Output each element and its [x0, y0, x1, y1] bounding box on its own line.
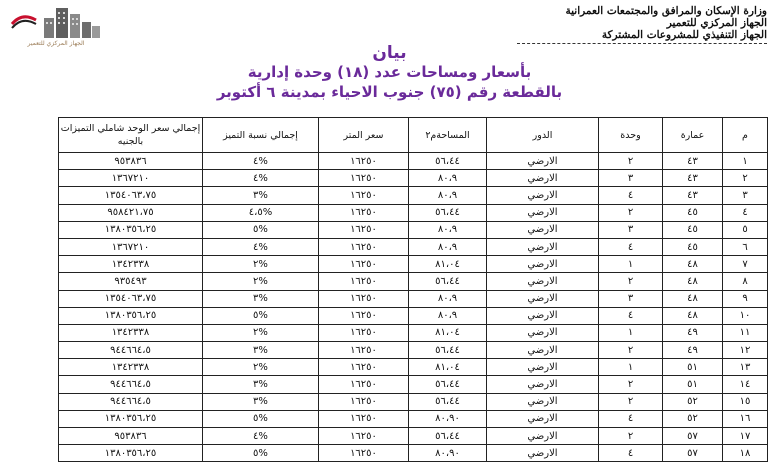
table-row	[59, 273, 768, 290]
table-row	[59, 256, 768, 273]
cell-col-premium-pct: %٣	[203, 187, 319, 204]
cell-col-unit: ٢	[599, 204, 663, 221]
cell-col-meter-price: ١٦٢٥٠	[319, 342, 409, 359]
table-row	[59, 187, 768, 204]
cell-col-building: ٤٣	[663, 170, 723, 187]
table-row	[59, 410, 768, 427]
cell-col-serial: ٤	[723, 204, 768, 221]
cell-col-floor: الارضي	[487, 359, 599, 376]
cell-col-total-price: ٩٤٤٦٦٤،٥	[59, 342, 203, 359]
table-row	[59, 290, 768, 307]
cell-col-premium-pct: %٤	[203, 238, 319, 255]
cell-col-unit: ١	[599, 324, 663, 341]
cell-col-unit: ٣	[599, 170, 663, 187]
cell-col-building: ٥٢	[663, 410, 723, 427]
cell-col-serial: ١٥	[723, 393, 768, 410]
cell-col-floor: الارضي	[487, 238, 599, 255]
cell-col-serial: ١٨	[723, 445, 768, 462]
cell-col-unit: ٣	[599, 290, 663, 307]
table-header-row	[59, 118, 768, 153]
cell-col-serial: ١٢	[723, 342, 768, 359]
cell-col-unit: ٢	[599, 393, 663, 410]
cell-col-serial: ١١	[723, 324, 768, 341]
cell-col-area: ٥٦،٤٤	[409, 393, 487, 410]
cell-col-premium-pct: %٣	[203, 342, 319, 359]
cell-col-total-price: ٩٣٥٤٩٣	[59, 273, 203, 290]
cell-col-meter-price: ١٦٢٥٠	[319, 324, 409, 341]
cell-col-area: ٥٦،٤٤	[409, 428, 487, 445]
cell-col-serial: ٥	[723, 221, 768, 238]
cell-col-premium-pct: %٣	[203, 393, 319, 410]
cell-col-meter-price: ١٦٢٥٠	[319, 238, 409, 255]
cell-col-building: ٤٣	[663, 153, 723, 170]
cell-col-area: ٥٦،٤٤	[409, 153, 487, 170]
cell-col-area: ٥٦،٤٤	[409, 204, 487, 221]
cell-col-floor: الارضي	[487, 376, 599, 393]
table-row	[59, 238, 768, 255]
cell-col-area: ٨٠،٩٠	[409, 445, 487, 462]
cell-col-premium-pct: %٤	[203, 153, 319, 170]
cell-col-total-price: ١٣٥٤٠٦٣،٧٥	[59, 290, 203, 307]
cell-col-floor: الارضي	[487, 324, 599, 341]
cell-col-area: ٨٠،٩٠	[409, 410, 487, 427]
units-price-table	[58, 117, 768, 462]
cell-col-building: ٤٨	[663, 256, 723, 273]
cell-col-serial: ١٠	[723, 307, 768, 324]
cell-col-building: ٤٣	[663, 187, 723, 204]
cell-col-unit: ٢	[599, 153, 663, 170]
cell-col-total-price: ١٣٤٢٣٣٨	[59, 256, 203, 273]
table-row	[59, 221, 768, 238]
cell-col-premium-pct: %٣	[203, 376, 319, 393]
cell-col-building: ٤٨	[663, 307, 723, 324]
cell-col-unit: ٢	[599, 342, 663, 359]
cell-col-floor: الارضي	[487, 153, 599, 170]
cell-col-floor: الارضي	[487, 445, 599, 462]
cell-col-building: ٤٩	[663, 342, 723, 359]
cell-col-serial: ١٤	[723, 376, 768, 393]
cell-col-premium-pct: %٣	[203, 290, 319, 307]
cell-col-serial: ١٦	[723, 410, 768, 427]
cell-col-meter-price: ١٦٢٥٠	[319, 204, 409, 221]
cell-col-building: ٤٨	[663, 290, 723, 307]
cell-col-unit: ٣	[599, 221, 663, 238]
table-row	[59, 393, 768, 410]
header-col-floor: الدور	[487, 118, 599, 153]
table-row	[59, 153, 768, 170]
cell-col-unit: ١	[599, 359, 663, 376]
cell-col-unit: ٤	[599, 307, 663, 324]
header-col-area: المساحةم٢	[409, 118, 487, 153]
cell-col-unit: ٤	[599, 445, 663, 462]
cell-col-floor: الارضي	[487, 307, 599, 324]
cell-col-building: ٤٥	[663, 221, 723, 238]
cell-col-area: ٨٠،٩	[409, 187, 487, 204]
cell-col-premium-pct: %٥	[203, 307, 319, 324]
cell-col-building: ٥٧	[663, 445, 723, 462]
cell-col-building: ٥١	[663, 359, 723, 376]
cell-col-meter-price: ١٦٢٥٠	[319, 393, 409, 410]
cell-col-serial: ٩	[723, 290, 768, 307]
cell-col-floor: الارضي	[487, 290, 599, 307]
title-line-1: بيان	[372, 43, 407, 63]
cell-col-floor: الارضي	[487, 187, 599, 204]
cell-col-unit: ٢	[599, 376, 663, 393]
cell-col-building: ٥٧	[663, 428, 723, 445]
cell-col-premium-pct: %٢	[203, 359, 319, 376]
header-col-serial: م	[723, 118, 768, 153]
cell-col-total-price: ٩٤٤٦٦٤،٥	[59, 376, 203, 393]
cell-col-unit: ١	[599, 256, 663, 273]
cell-col-floor: الارضي	[487, 221, 599, 238]
cell-col-meter-price: ١٦٢٥٠	[319, 170, 409, 187]
cell-col-premium-pct: %٢	[203, 324, 319, 341]
cell-col-premium-pct: %٤	[203, 428, 319, 445]
cell-col-area: ٥٦،٤٤	[409, 376, 487, 393]
cell-col-meter-price: ١٦٢٥٠	[319, 359, 409, 376]
title-line-3: بالقطعة رقم (٧٥) جنوب الاحياء بمدينة ٦ أكتوبر	[216, 83, 563, 101]
cell-col-serial: ١٧	[723, 428, 768, 445]
cell-col-floor: الارضي	[487, 204, 599, 221]
cell-col-meter-price: ١٦٢٥٠	[319, 290, 409, 307]
cell-col-total-price: ١٣٤٢٣٣٨	[59, 359, 203, 376]
cell-col-total-price: ١٣٤٢٣٣٨	[59, 324, 203, 341]
cell-col-area: ٨٠،٩	[409, 238, 487, 255]
cell-col-building: ٤٥	[663, 204, 723, 221]
table-row	[59, 376, 768, 393]
cell-col-floor: الارضي	[487, 428, 599, 445]
cell-col-total-price: ٩٤٤٦٦٤،٥	[59, 393, 203, 410]
cell-col-meter-price: ١٦٢٥٠	[319, 273, 409, 290]
cell-col-area: ٨١،٠٤	[409, 359, 487, 376]
cell-col-area: ٨٠،٩	[409, 221, 487, 238]
document-title	[0, 44, 779, 102]
cell-col-unit: ٢	[599, 428, 663, 445]
cell-col-total-price: ١٣٦٧٢١٠	[59, 170, 203, 187]
cell-col-floor: الارضي	[487, 170, 599, 187]
cell-col-floor: الارضي	[487, 410, 599, 427]
cell-col-floor: الارضي	[487, 256, 599, 273]
cell-col-serial: ١	[723, 153, 768, 170]
cell-col-premium-pct: %٥	[203, 221, 319, 238]
cell-col-serial: ٢	[723, 170, 768, 187]
table-row	[59, 324, 768, 341]
cell-col-unit: ٤	[599, 410, 663, 427]
cell-col-total-price: ١٣٨٠٣٥٦،٢٥	[59, 445, 203, 462]
cell-col-meter-price: ١٦٢٥٠	[319, 221, 409, 238]
cell-col-premium-pct: %٢	[203, 256, 319, 273]
building-logo-icon	[8, 4, 104, 40]
header-col-building: عمارة	[663, 118, 723, 153]
cell-col-total-price: ١٣٨٠٣٥٦،٢٥	[59, 410, 203, 427]
ministry-name: وزارة الإسكان والمرافق والمجتمعات العمرانية	[565, 5, 767, 17]
agency-header	[467, 5, 767, 41]
cell-col-serial: ٨	[723, 273, 768, 290]
header-col-premium-pct: إجمالي نسبة التميز	[203, 118, 319, 153]
cell-col-serial: ٧	[723, 256, 768, 273]
cell-col-meter-price: ١٦٢٥٠	[319, 256, 409, 273]
cell-col-serial: ٦	[723, 238, 768, 255]
table-row	[59, 445, 768, 462]
executive-body-name: الجهاز التنفيذي للمشروعات المشتركة	[601, 29, 767, 41]
cell-col-floor: الارضي	[487, 273, 599, 290]
header-col-meter-price: سعر المتر	[319, 118, 409, 153]
cell-col-total-price: ٩٥٨٤٢١،٧٥	[59, 204, 203, 221]
logo-caption: الجهاز المركزي للتعمير	[27, 40, 85, 47]
cell-col-meter-price: ١٦٢٥٠	[319, 445, 409, 462]
table-row	[59, 170, 768, 187]
title-line-2: بأسعار ومساحات عدد (١٨) وحدة إدارية	[247, 63, 532, 81]
cell-col-premium-pct: %٥	[203, 410, 319, 427]
cell-col-meter-price: ١٦٢٥٠	[319, 376, 409, 393]
table-row	[59, 359, 768, 376]
cell-col-area: ٨٠،٩	[409, 290, 487, 307]
cell-col-total-price: ١٣٨٠٣٥٦،٢٥	[59, 221, 203, 238]
cell-col-unit: ٤	[599, 238, 663, 255]
table-row	[59, 204, 768, 221]
cell-col-total-price: ١٣٨٠٣٥٦،٢٥	[59, 307, 203, 324]
cell-col-area: ٨١،٠٤	[409, 256, 487, 273]
cell-col-total-price: ١٣٦٧٢١٠	[59, 238, 203, 255]
authority-name: الجهاز المركزي للتعمير	[666, 17, 767, 29]
cell-col-floor: الارضي	[487, 393, 599, 410]
cell-col-building: ٤٩	[663, 324, 723, 341]
cell-col-premium-pct: %٤،٥	[203, 204, 319, 221]
table-row	[59, 428, 768, 445]
cell-col-building: ٤٥	[663, 238, 723, 255]
agency-logo	[8, 4, 104, 40]
table-row	[59, 307, 768, 324]
cell-col-meter-price: ١٦٢٥٠	[319, 187, 409, 204]
cell-col-area: ٨٠،٩	[409, 170, 487, 187]
cell-col-building: ٥١	[663, 376, 723, 393]
cell-col-total-price: ٩٥٣٨٣٦	[59, 428, 203, 445]
table-row	[59, 342, 768, 359]
cell-col-area: ٥٦،٤٤	[409, 273, 487, 290]
cell-col-meter-price: ١٦٢٥٠	[319, 307, 409, 324]
cell-col-unit: ٢	[599, 273, 663, 290]
cell-col-area: ٨٠،٩	[409, 307, 487, 324]
cell-col-serial: ١٣	[723, 359, 768, 376]
cell-col-premium-pct: %٤	[203, 170, 319, 187]
cell-col-building: ٥٢	[663, 393, 723, 410]
cell-col-premium-pct: %٥	[203, 445, 319, 462]
cell-col-serial: ٣	[723, 187, 768, 204]
cell-col-building: ٤٨	[663, 273, 723, 290]
cell-col-premium-pct: %٢	[203, 273, 319, 290]
cell-col-meter-price: ١٦٢٥٠	[319, 428, 409, 445]
table-body	[59, 153, 768, 462]
cell-col-meter-price: ١٦٢٥٠	[319, 410, 409, 427]
cell-col-unit: ٤	[599, 187, 663, 204]
cell-col-area: ٨١،٠٤	[409, 324, 487, 341]
cell-col-floor: الارضي	[487, 342, 599, 359]
cell-col-meter-price: ١٦٢٥٠	[319, 153, 409, 170]
cell-col-total-price: ١٣٥٤٠٦٣،٧٥	[59, 187, 203, 204]
cell-col-area: ٥٦،٤٤	[409, 342, 487, 359]
cell-col-total-price: ٩٥٣٨٣٦	[59, 153, 203, 170]
header-col-total-price: إجمالي سعر الوحد شاملي التميزات بالجنيه	[59, 118, 203, 153]
header-col-unit: وحدة	[599, 118, 663, 153]
